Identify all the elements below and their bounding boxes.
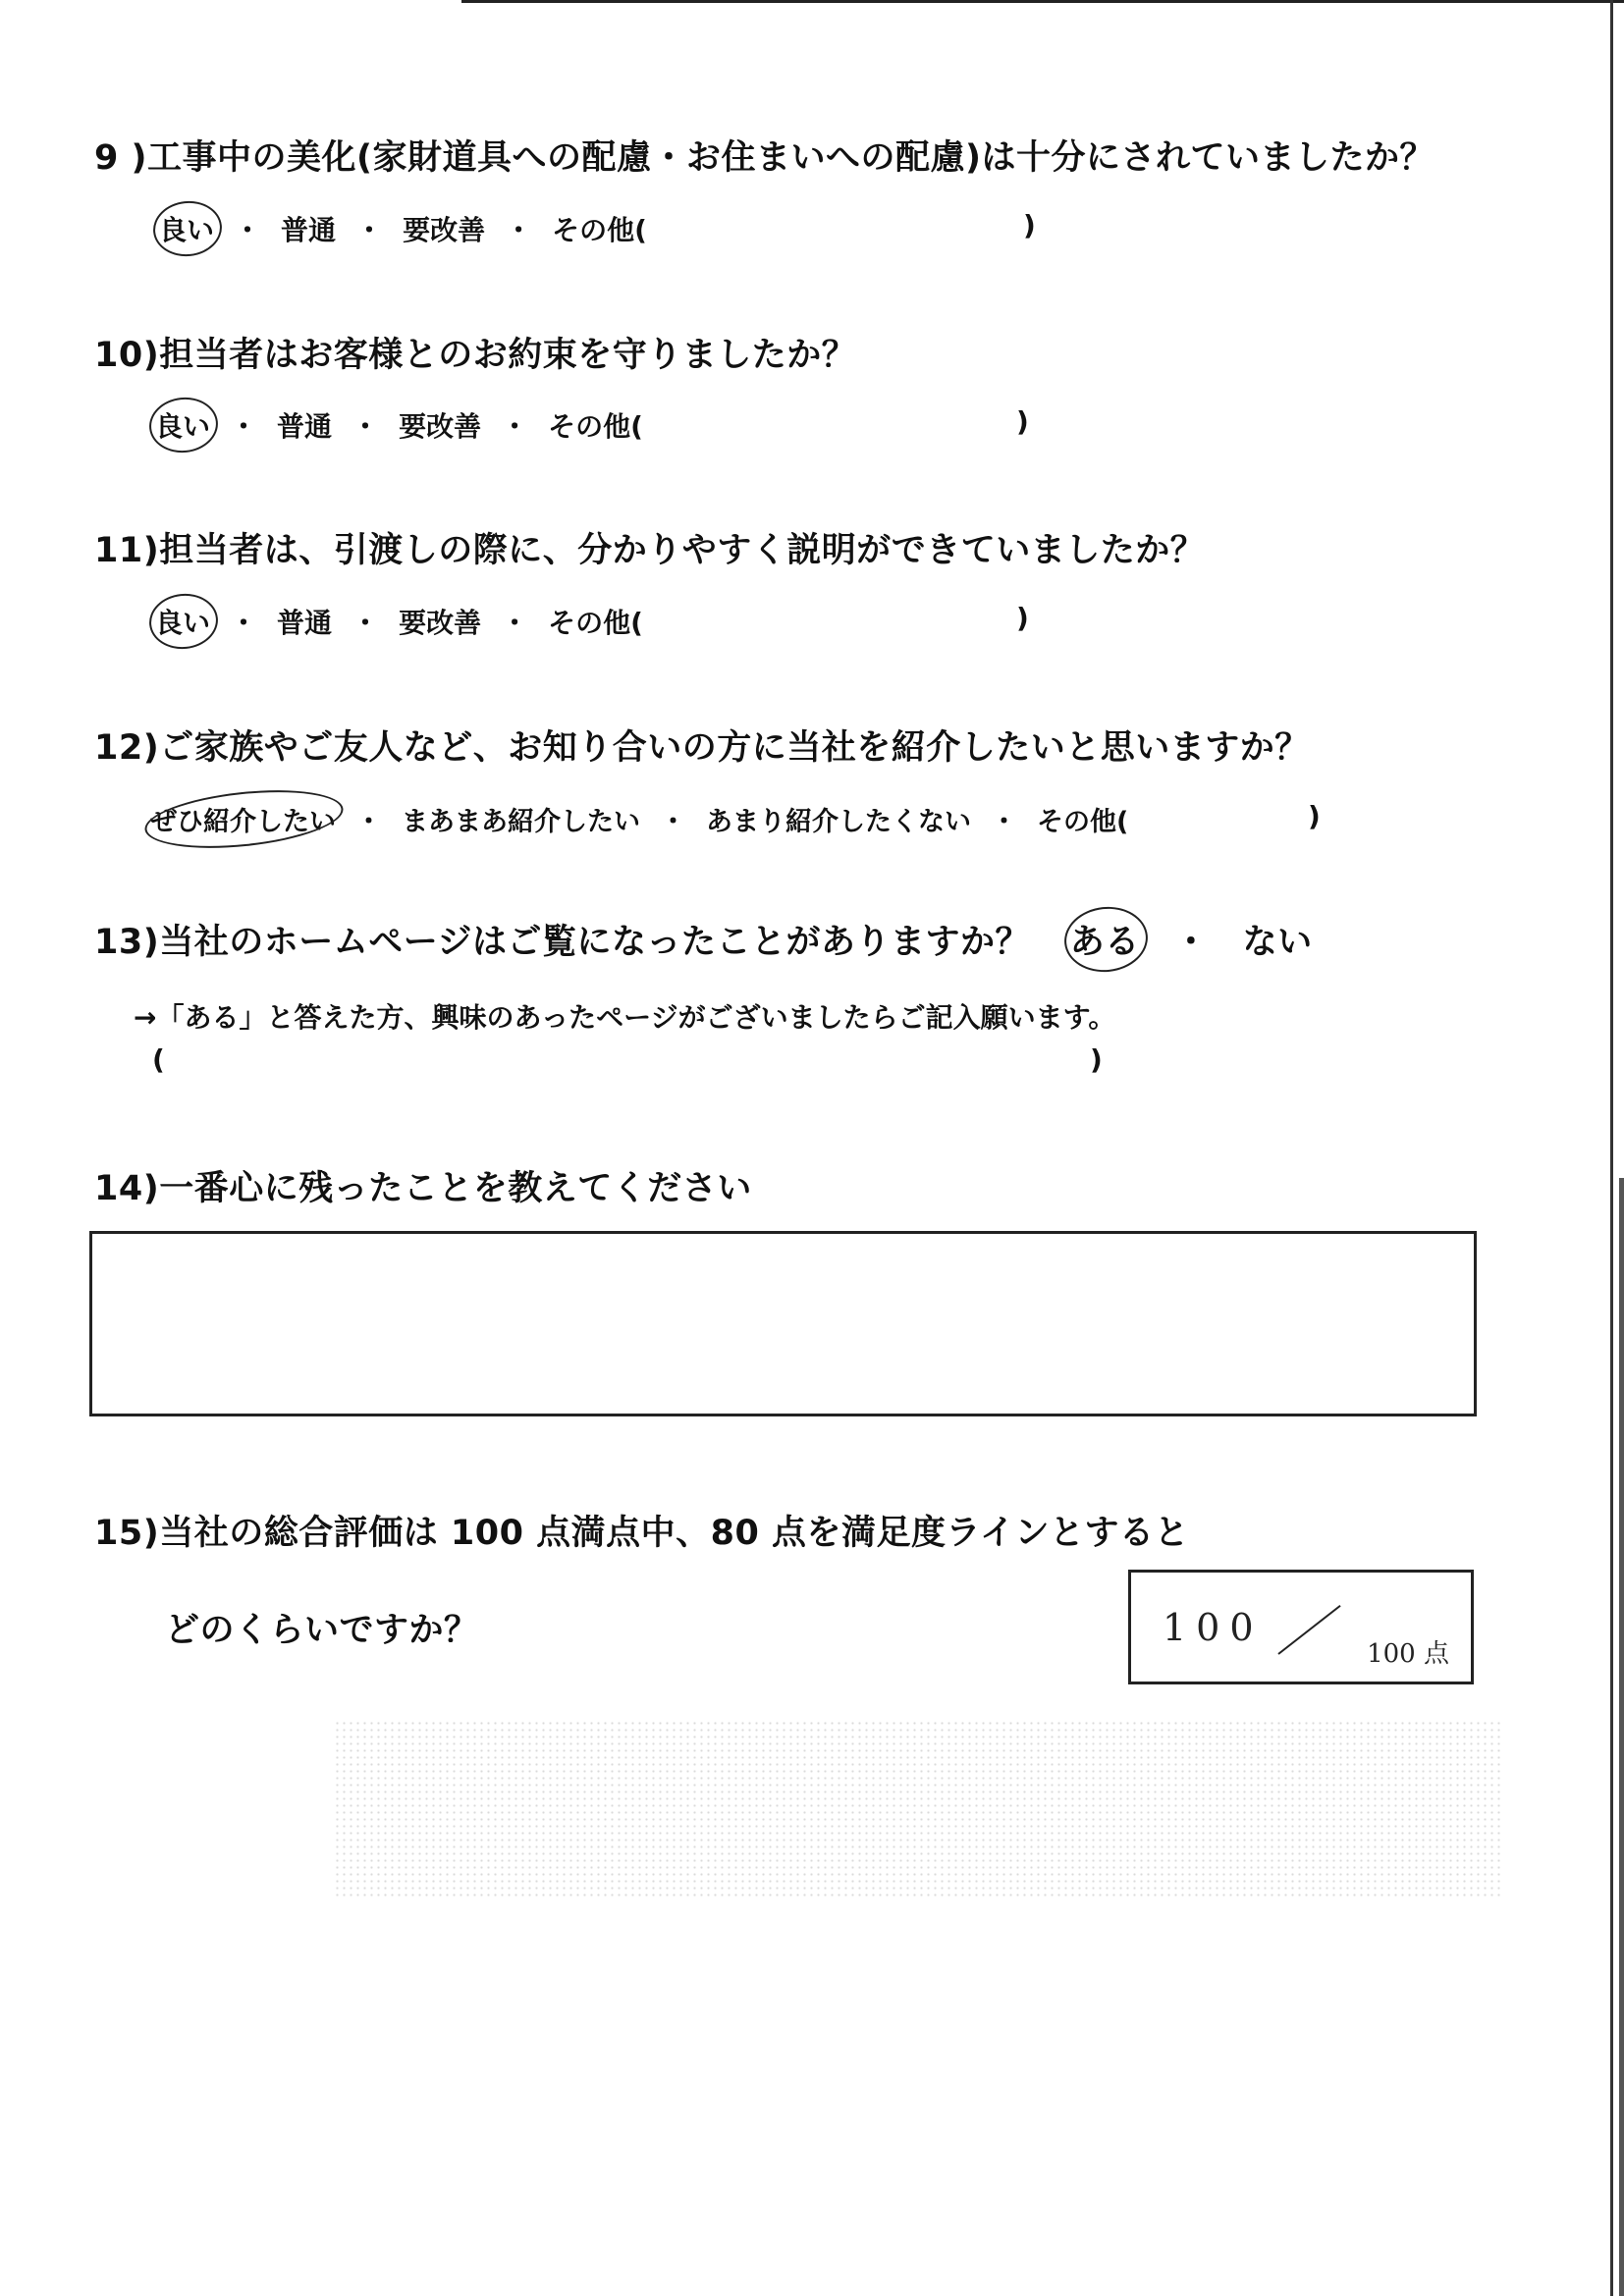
separator: ・ [355,214,384,246]
question-11: 11)担当者は、引渡しの際に、分かりやすく説明ができていましたか？ [94,531,1206,570]
separator: ・ [660,807,686,837]
separator: ・ [230,607,258,639]
question-9-options [159,209,647,248]
q10-option-other[interactable]: その他( [548,410,643,443]
separator: ・ [234,214,262,246]
q9-option-normal[interactable]: 普通 [281,214,337,246]
right-border-line [1610,0,1613,2296]
separator: ・ [230,410,258,443]
q12-option-not-really[interactable]: あまり紹介したくない [706,807,971,837]
q9-other-close-paren: ) [1023,209,1036,241]
separator: ・ [501,410,529,443]
question-13 [94,915,1313,964]
top-border-line [461,0,1624,3]
q9-option-needs-improvement[interactable]: 要改善 [403,214,486,246]
question-13-text: 13)当社のホームページはご覧になったことがありますか？ [94,923,1031,962]
question-10: 10)担当者はお客様とのお約束を守りましたか？ [94,336,857,375]
q15-handwritten-score: 100 [1163,1606,1264,1649]
q10-option-needs-improvement[interactable]: 要改善 [399,410,482,443]
separator: ・ [1173,923,1209,962]
q12-option-somewhat[interactable]: まあまあ紹介したい [402,807,640,837]
question-14: 14)一番心に残ったことを教えてください [94,1169,752,1208]
q13-followup-instruction: →「ある」と答えた方、興味のあったページがございましたらご記入願います。 [134,1001,1116,1034]
separator: ・ [352,410,380,443]
q12-option-other[interactable]: その他( [1037,807,1129,837]
q13-followup-close-paren: ) [1090,1043,1103,1076]
q13-followup-open-paren: ( [152,1043,165,1076]
score-slash-mark [1277,1605,1340,1655]
q10-other-close-paren: ) [1016,405,1029,438]
q9-option-good[interactable]: 良い [159,209,214,248]
q10-option-normal[interactable]: 普通 [277,410,333,443]
question-12: 12)ご家族やご友人など、お知り合いの方に当社を紹介したいと思いますか？ [94,728,1310,768]
right-edge-shadow [1619,1178,1624,2296]
question-15-line1: 15)当社の総合評価は 100 点満点中、80 点を満足度ラインとすると [94,1514,1189,1553]
q11-option-normal[interactable]: 普通 [277,607,333,639]
question-15-line2: どのくらいですか？ [165,1611,479,1650]
scan-noise [334,1720,1502,1896]
question-11-options [155,602,643,641]
q15-score-box[interactable] [1128,1570,1474,1684]
separator: ・ [352,607,380,639]
q11-option-other[interactable]: その他( [548,607,643,639]
q13-option-no[interactable]: ない [1242,923,1313,962]
q15-max-score-label: 100 点 [1367,1639,1449,1669]
separator: ・ [355,807,382,837]
question-9: 9 )工事中の美化(家財道具への配慮・お住まいへの配慮)は十分にされていましたか？ [94,138,1435,178]
q12-option-definitely[interactable]: ぜひ紹介したい [150,800,336,838]
separator: ・ [501,607,529,639]
q9-option-other[interactable]: その他( [552,214,647,246]
q12-other-close-paren: ) [1308,800,1321,832]
separator: ・ [991,807,1017,837]
q11-other-close-paren: ) [1016,602,1029,634]
q10-option-good[interactable]: 良い [155,405,210,445]
q11-option-needs-improvement[interactable]: 要改善 [399,607,482,639]
separator: ・ [505,214,533,246]
q14-comment-box[interactable] [89,1231,1477,1416]
question-10-options [155,405,643,445]
q13-option-yes[interactable]: ある [1070,915,1140,964]
question-12-options [150,800,1128,838]
q11-option-good[interactable]: 良い [155,602,210,641]
